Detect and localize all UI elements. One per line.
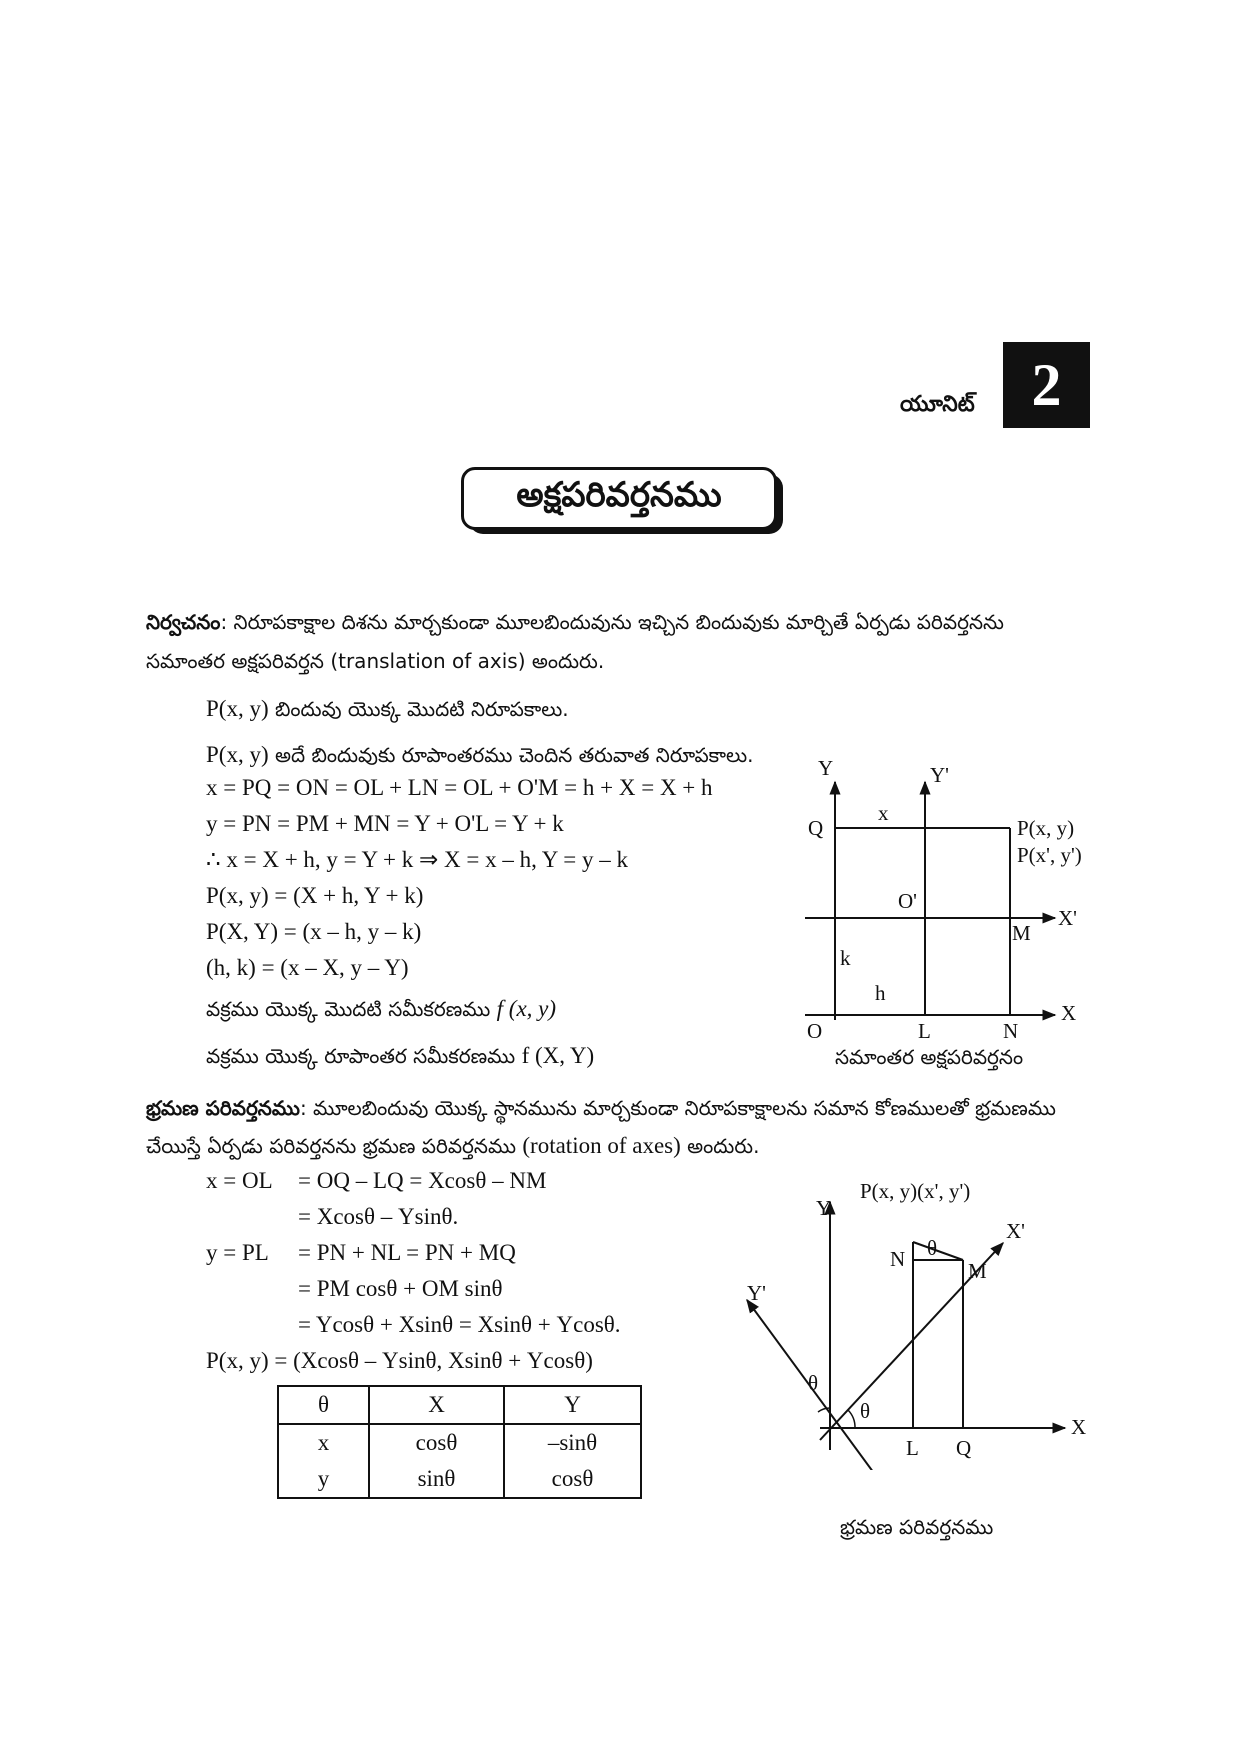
rotation-text-1: : మూలబిందువు యొక్క స్థానమును మార్చకుండా నిరూపకాక్షాలను సమాన కోణములతో భ్రమణము — [299, 1096, 1056, 1120]
label-O-prime: O' — [898, 889, 917, 913]
equation-1: x = PQ = ON = OL + LN = OL + O'M = h + X = X + h — [206, 775, 713, 800]
line-pm — [913, 1242, 963, 1260]
equation-2: y = PN = PM + MN = Y + O'L = Y + k — [206, 811, 564, 836]
table-header-row — [278, 1386, 641, 1424]
table-header-cell: X — [369, 1386, 504, 1424]
table-header-cell: Y — [504, 1386, 641, 1424]
label-P: P(x, y) — [1017, 816, 1075, 840]
label-N: N — [1003, 1019, 1019, 1043]
label-L: L — [906, 1436, 919, 1460]
unit-number-box: 2 — [1003, 342, 1090, 428]
label-k: k — [840, 946, 851, 970]
curve-line-2 — [206, 1043, 594, 1073]
curve-line-2-math: f (X, Y) — [521, 1043, 595, 1068]
definition-term: నిర్వచనం — [146, 610, 221, 634]
label-X: X — [1071, 1415, 1087, 1439]
rot-eq3-rhs: = PN + NL = PN + MQ — [298, 1240, 516, 1265]
translation-line-2-text: అదే బిందువుకు రూపాంతరము చెందిన తరువాత నిరూపకాలు. — [268, 743, 754, 767]
label-Y-prime: Y' — [930, 763, 949, 787]
rotation-figure — [720, 1170, 1100, 1470]
label-M: M — [968, 1259, 987, 1283]
curve-line-1-math: f (x, y) — [496, 996, 557, 1021]
label-X-prime: X' — [1058, 906, 1077, 930]
rotation-line-2 — [146, 1128, 759, 1164]
curve-line-1 — [206, 996, 556, 1026]
label-theta-left: θ — [808, 1371, 819, 1395]
rotation-english: (rotation of axes) — [522, 1133, 681, 1158]
equation-4: P(x, y) = (X + h, Y + k) — [206, 883, 424, 908]
rot-eq4-rhs: = PM cosθ + OM sinθ — [298, 1276, 503, 1301]
label-L: L — [918, 1019, 931, 1043]
label-h: h — [875, 981, 886, 1005]
label-Y: Y — [818, 760, 834, 780]
label-P-prime: P(x', y') — [1017, 843, 1082, 867]
table-cell: cosθ — [369, 1424, 504, 1461]
definition-line-1 — [146, 604, 1004, 640]
label-Q: Q — [808, 816, 824, 840]
chapter-title: అక్షపరివర్తనము — [461, 467, 777, 530]
label-P: P(x, y)(x', y') — [860, 1179, 971, 1203]
point-p: P(x, y) — [206, 696, 269, 721]
rot-eq3-lhs: y = PL — [206, 1240, 269, 1265]
label-M: M — [1012, 921, 1031, 945]
rotation-line-1 — [146, 1090, 1056, 1126]
label-X-prime: X' — [1006, 1219, 1025, 1243]
translation-line-1 — [206, 691, 569, 727]
table-cell: sinθ — [369, 1461, 504, 1498]
label-theta-right: θ — [860, 1399, 871, 1423]
point-p: P(x, y) — [206, 742, 269, 767]
y-prime-axis — [747, 1300, 890, 1470]
rot-eq1-rhs: = OQ – LQ = Xcosθ – NM — [298, 1168, 547, 1193]
table-row — [278, 1424, 641, 1461]
translation-figure — [790, 760, 1110, 1080]
translation-figure-caption: సమాంతర అక్షపరివర్తనం — [835, 1045, 1024, 1069]
label-Y-prime: Y' — [747, 1281, 766, 1305]
definition-text-1: : నిరూపకాక్షాల దిశను మార్చకుండా మూలబిందువును ఇచ్చిన బిందువుకు మార్చితే ఏర్పడు పరివర్తనను — [220, 610, 1004, 634]
rotation-table — [277, 1385, 642, 1499]
label-X: X — [1061, 1001, 1077, 1025]
equation-5: P(X, Y) = (x – h, y – k) — [206, 919, 422, 944]
rot-eq1-lhs: x = OL — [206, 1168, 273, 1193]
label-N: N — [890, 1247, 906, 1271]
table-cell: x — [278, 1424, 369, 1461]
label-Q: Q — [956, 1436, 972, 1460]
label-O: O — [807, 1019, 823, 1043]
rot-eq2-rhs: = Xcosθ – Ysinθ. — [298, 1204, 459, 1229]
label-Y: Y — [816, 1196, 832, 1220]
table-row — [278, 1461, 641, 1498]
curve-line-2-text: వక్రము యొక్క రూపాంతర సమీకరణము — [206, 1044, 522, 1068]
rotation-figure-caption: భ్రమణ పరివర్తనము — [840, 1515, 994, 1539]
table-cell: –sinθ — [504, 1424, 641, 1461]
angle-arc-right — [848, 1410, 855, 1428]
translation-line-2 — [206, 737, 753, 773]
unit-label: యూనిట్ — [900, 392, 975, 417]
table-header-cell: θ — [278, 1386, 369, 1424]
equation-3: ∴ x = X + h, y = Y + k ⇒ X = x – h, Y = y – k — [206, 847, 629, 872]
rot-eq6: P(x, y) = (Xcosθ – Ysinθ, Xsinθ + Ycosθ) — [206, 1348, 593, 1373]
rotation-text-2: చేయిస్తే ఏర్పడు పరివర్తనను భ్రమణ పరివర్తనము — [146, 1134, 523, 1158]
table-cell: y — [278, 1461, 369, 1498]
definition-text-2: సమాంతర అక్షపరివర్తన (translation of axis) అందురు. — [146, 649, 605, 673]
equation-6: (h, k) = (x – X, y – Y) — [206, 955, 409, 980]
table-cell: cosθ — [504, 1461, 641, 1498]
label-x: x — [878, 801, 889, 825]
rotation-text-2-end: అందురు. — [680, 1134, 760, 1158]
translation-line-1-text: బిందువు యొక్క మొదటి నిరూపకాలు. — [268, 697, 569, 721]
rotation-term: భ్రమణ పరివర్తనము — [146, 1096, 300, 1120]
curve-line-1-text: వక్రము యొక్క మొదటి సమీకరణము — [206, 997, 497, 1021]
label-theta-top: θ — [927, 1236, 938, 1260]
rot-eq5-rhs: = Ycosθ + Xsinθ = Xsinθ + Ycosθ. — [298, 1312, 621, 1337]
